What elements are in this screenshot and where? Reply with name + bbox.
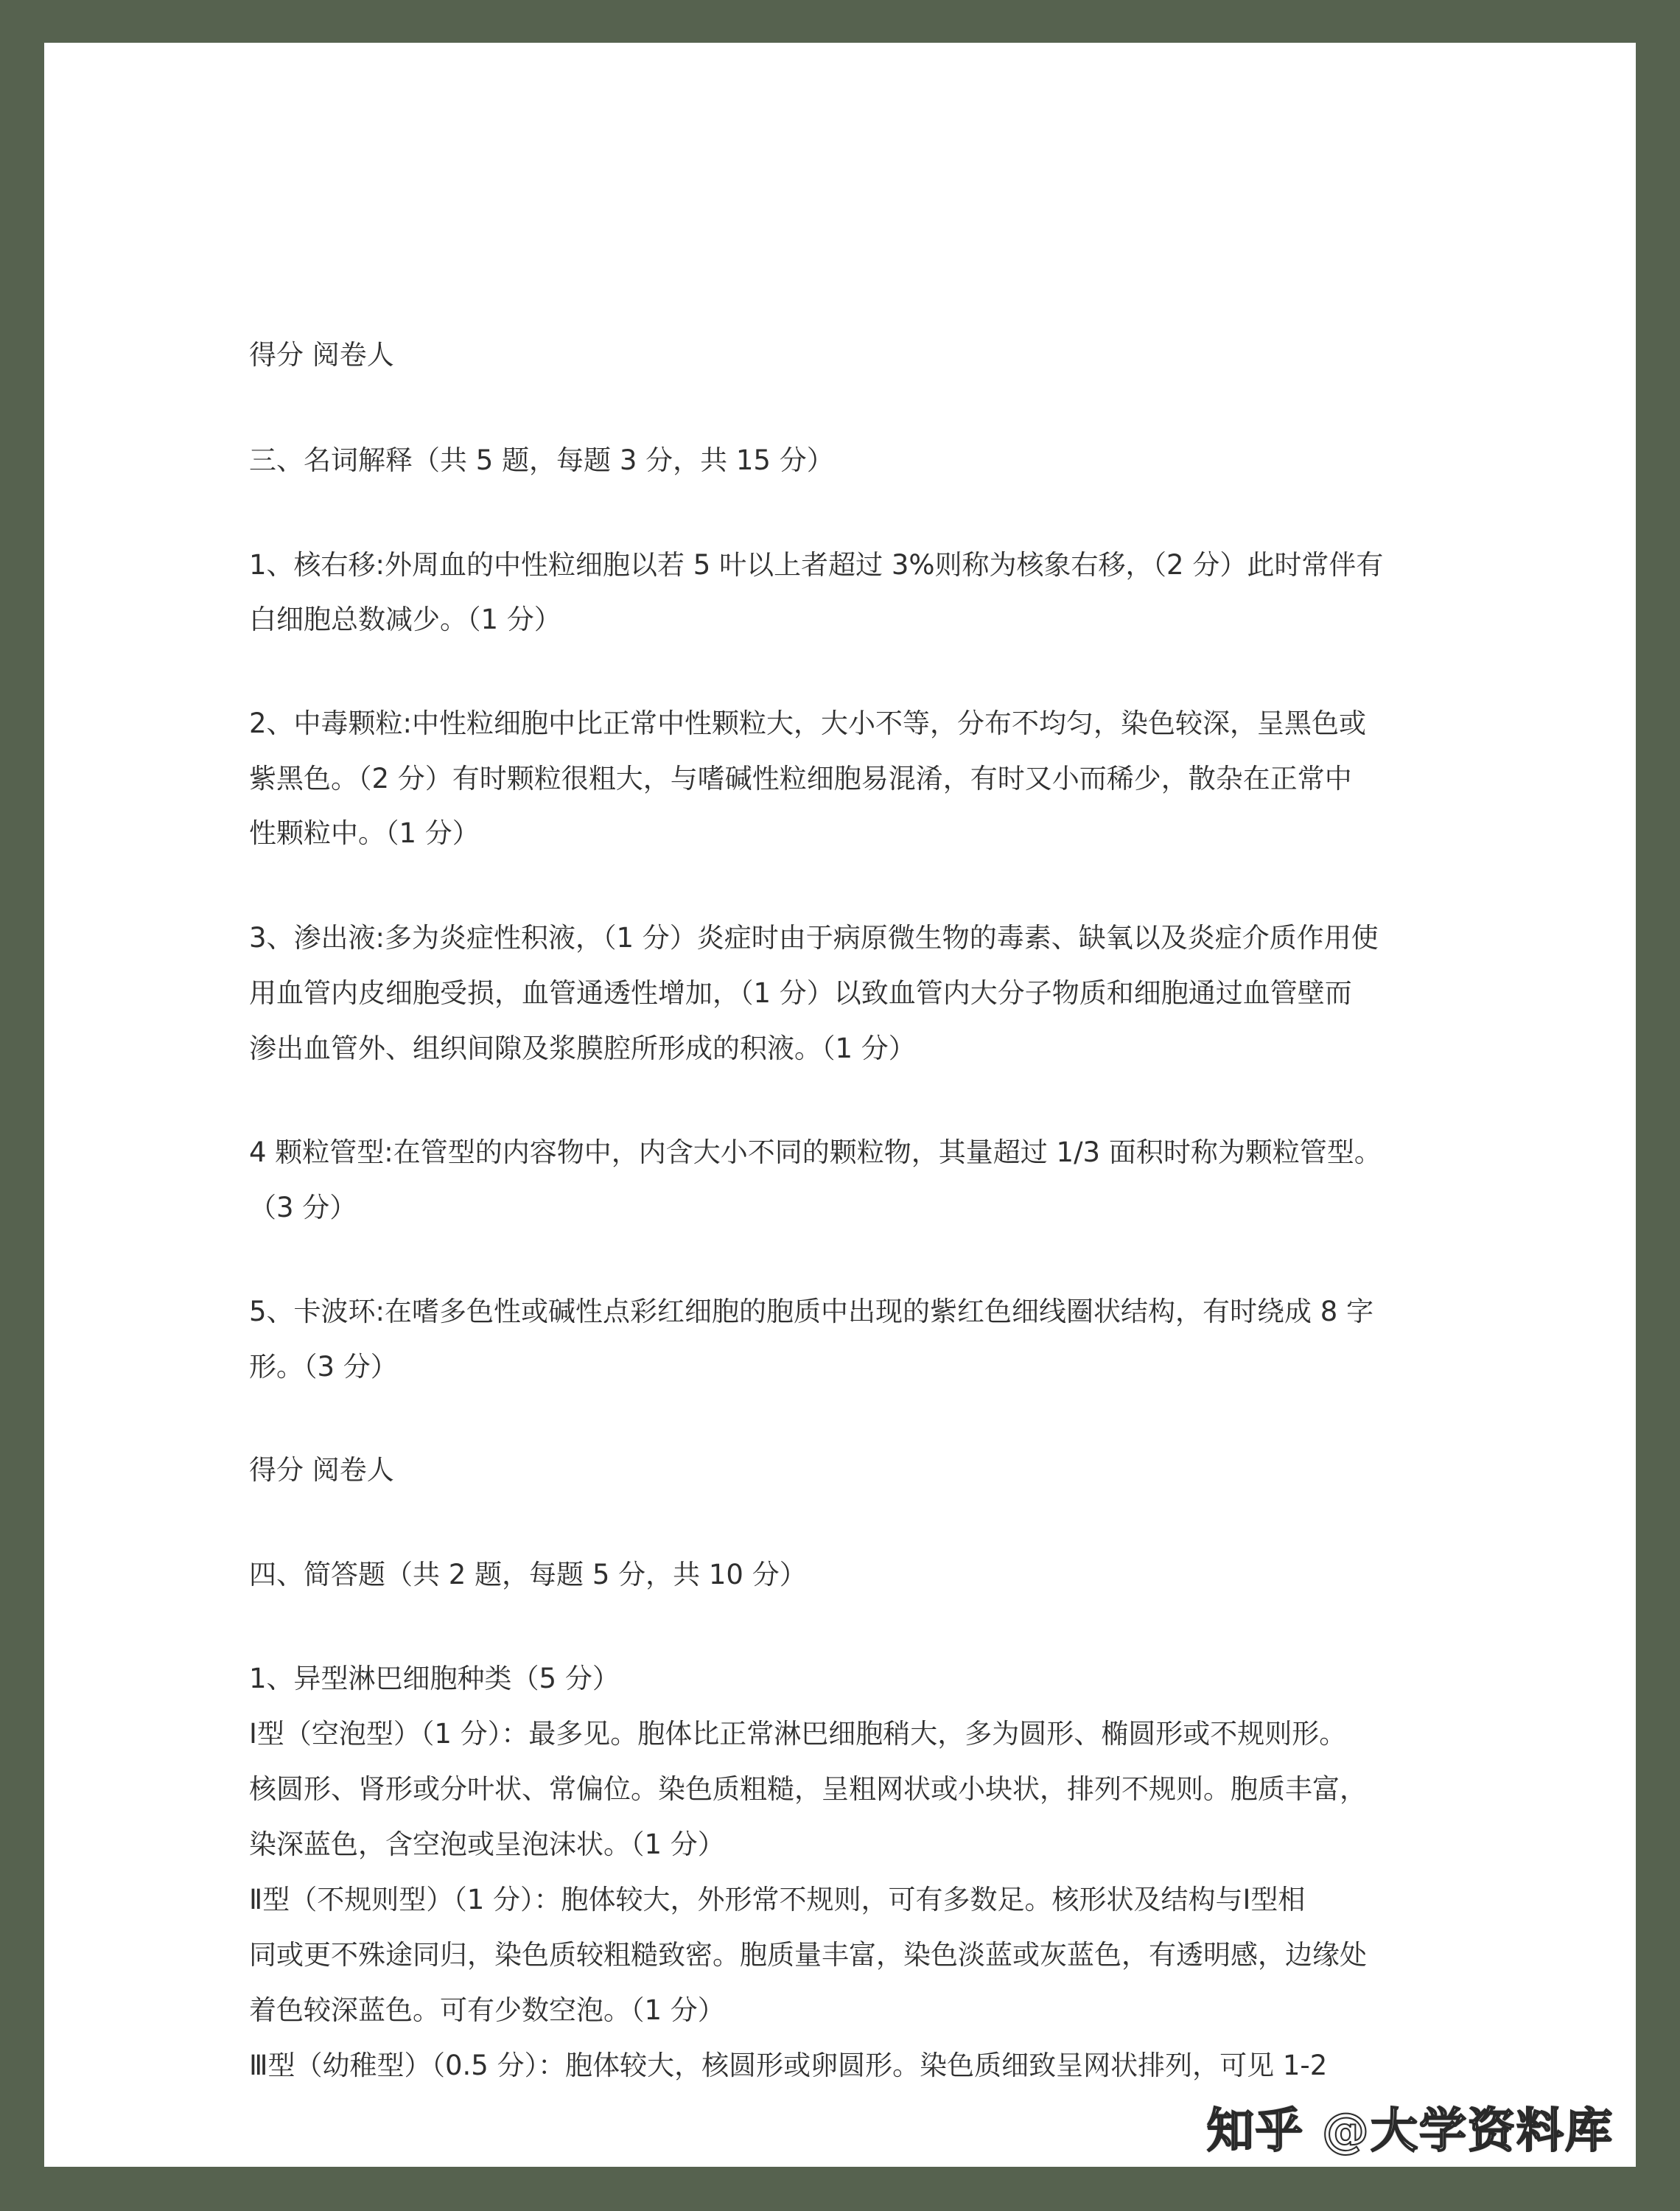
term-2-line-3: 性颗粒中。（1 分） xyxy=(249,817,480,849)
type-1-line-2: 核圆形、肾形或分叶状、常偏位。染色质粗糙，呈粗网状或小块状，排列不规则。胞质丰富， xyxy=(249,1773,1367,1805)
term-1-line-2: 白细胞总数减少。（1 分） xyxy=(249,604,561,635)
type-1-line-3: 染深蓝色，含空泡或呈泡沫状。（1 分） xyxy=(249,1828,725,1860)
term-2-line-2: 紫黑色。（2 分）有时颗粒很粗大，与嗜碱性粒细胞易混淆，有时又小而稀少，散杂在正常中 xyxy=(249,763,1352,794)
score-reviewer-header-2: 得分 阅卷人 xyxy=(249,1454,394,1486)
section-heading-terms: 三、名词解释（共 5 题，每题 3 分，共 15 分） xyxy=(249,444,834,476)
type-2-line-3: 着色较深蓝色。可有少数空泡。（1 分） xyxy=(249,1994,725,2026)
term-2-line-1: 2、中毒颗粒:中性粒细胞中比正常中性颗粒大，大小不等，分布不均匀，染色较深，呈黑色或 xyxy=(249,708,1367,739)
question-1-title: 1、异型淋巴细胞种类（5 分） xyxy=(249,1663,620,1694)
term-4-line-1: 4 颗粒管型:在管型的内容物中，内含大小不同的颗粒物，其量超过 1/3 面积时称为颗粒管型。 xyxy=(249,1136,1382,1168)
section-heading-short-answer: 四、简答题（共 2 题，每题 5 分，共 10 分） xyxy=(249,1559,807,1590)
type-2-line-2: 同或更不殊途同归，染色质较粗糙致密。胞质量丰富，染色淡蓝或灰蓝色，有透明感，边缘处 xyxy=(249,1939,1367,1971)
type-3-line-1: Ⅲ型（幼稚型）（0.5 分）：胞体较大，核圆形或卵圆形。染色质细致呈网状排列，可见 1-2 xyxy=(249,2050,1328,2081)
watermark: 知乎 @大学资料库 xyxy=(1206,2104,1614,2159)
term-4-line-2: （3 分） xyxy=(249,1192,357,1223)
type-1-line-1: Ⅰ型（空泡型）（1 分）：最多见。胞体比正常淋巴细胞稍大，多为圆形、椭圆形或不规则形。 xyxy=(249,1718,1347,1750)
term-3-line-2: 用血管内皮细胞受损，血管通透性增加，（1 分）以致血管内大分子物质和细胞通过血管壁而 xyxy=(249,977,1352,1009)
type-2-line-1: Ⅱ型（不规则型）（1 分）：胞体较大，外形常不规则，可有多数足。核形状及结构与Ⅰ型相 xyxy=(249,1884,1306,1915)
term-3-line-1: 3、渗出液:多为炎症性积液，（1 分）炎症时由于病原微生物的毒素、缺氧以及炎症介质作用使 xyxy=(249,922,1379,954)
term-3-line-3: 渗出血管外、组织间隙及浆膜腔所形成的积液。（1 分） xyxy=(249,1033,916,1064)
score-reviewer-header: 得分 阅卷人 xyxy=(249,339,394,371)
term-5-line-2: 形。（3 分） xyxy=(249,1351,398,1383)
term-1-line-1: 1、核右移:外周血的中性粒细胞以若 5 叶以上者超过 3%则称为核象右移，（2 分）此时常伴有 xyxy=(249,549,1384,581)
document-page xyxy=(44,43,1636,2167)
term-5-line-1: 5、卡波环:在嗜多色性或碱性点彩红细胞的胞质中出现的紫红色细线圈状结构，有时绕成 8 字 xyxy=(249,1296,1374,1327)
